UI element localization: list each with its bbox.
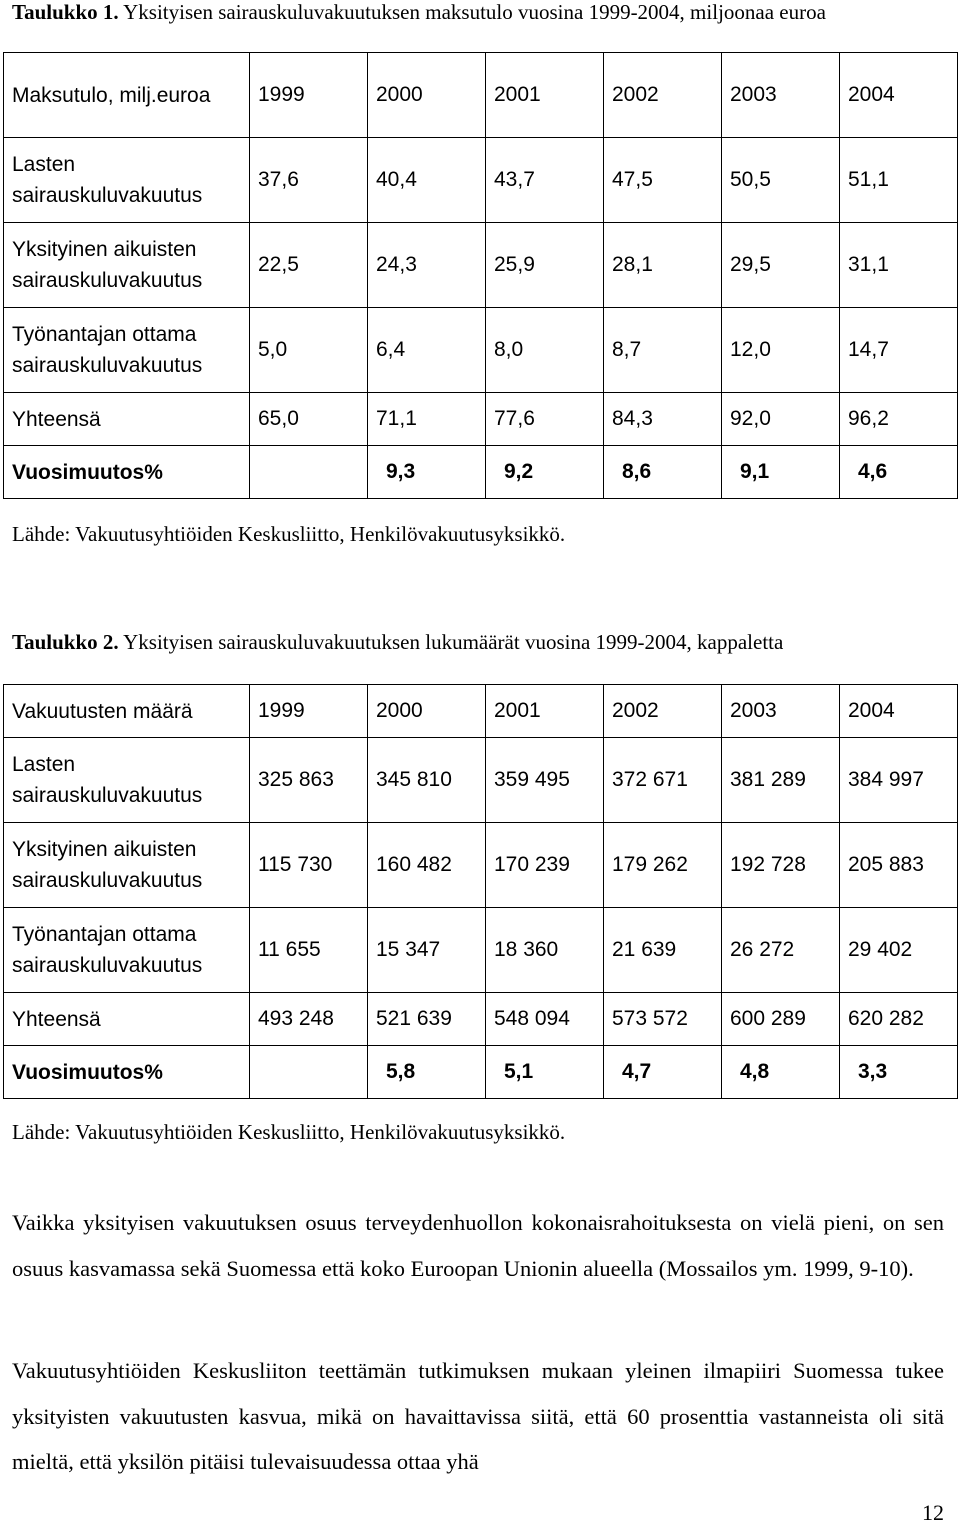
- row-label-cell: Lasten sairauskuluvakuutus: [4, 738, 250, 823]
- value-cell: 160 482: [368, 823, 486, 908]
- value-cell: 2004: [840, 685, 958, 738]
- table-row: [4, 823, 958, 908]
- value-cell: 11 655: [250, 908, 368, 993]
- value-cell: 5,0: [250, 308, 368, 393]
- table2-source: Lähde: Vakuutusyhtiöiden Keskusliitto, Henkilövakuutusyksikkö.: [12, 1120, 566, 1144]
- value-cell: 115 730: [250, 823, 368, 908]
- table-row: [4, 138, 958, 223]
- row-label-cell: Vakuutusten määrä: [4, 685, 250, 738]
- value-cell: 2001: [486, 685, 604, 738]
- value-cell: 84,3: [604, 393, 722, 446]
- value-cell: 8,7: [604, 308, 722, 393]
- row-label-cell: Yhteensä: [4, 393, 250, 446]
- value-cell: 50,5: [722, 138, 840, 223]
- value-cell: 4,8: [722, 1046, 840, 1099]
- value-cell: 384 997: [840, 738, 958, 823]
- table1-caption-text: Yksityisen sairauskuluvakuutuksen maksutulo vuosina 1999-2004, miljoonaa euroa: [118, 0, 826, 24]
- value-cell: 2004: [840, 53, 958, 138]
- row-label-cell: Työnantajan ottama sairauskuluvakuutus: [4, 908, 250, 993]
- value-cell: 170 239: [486, 823, 604, 908]
- value-cell: 179 262: [604, 823, 722, 908]
- value-cell: 9,2: [486, 446, 604, 499]
- table1-caption-label: Taulukko 1.: [12, 0, 119, 24]
- table-row: [4, 908, 958, 993]
- paragraph-2: Vakuutusyhtiöiden Keskusliiton teettämän tutkimuksen mukaan yleinen ilmapiiri Suomessa tukee yksityisten vakuutusten kasvua, mikä on havaittavissa siitä, että 60 prosenttia vastanneista oli sitä mieltä, että yksilön pitäisi tulevaisuudessa ottaa yhä: [12, 1358, 944, 1474]
- table-header-row: [4, 685, 958, 738]
- value-cell: 4,7: [604, 1046, 722, 1099]
- value-cell: 381 289: [722, 738, 840, 823]
- value-cell: 359 495: [486, 738, 604, 823]
- value-cell: 37,6: [250, 138, 368, 223]
- value-cell: 2001: [486, 53, 604, 138]
- value-cell: 9,1: [722, 446, 840, 499]
- table-row: [4, 223, 958, 308]
- value-cell: 2000: [368, 53, 486, 138]
- table-row: [4, 993, 958, 1046]
- value-cell: 71,1: [368, 393, 486, 446]
- paragraph-1: Vaikka yksityisen vakuutuksen osuus terveydenhuollon kokonaisrahoituksesta on vielä pieni, on sen osuus kasvamassa sekä Suomessa että koko Euroopan Unionin alueella (Mossailos ym. 1999, 9-10).: [12, 1210, 944, 1281]
- value-cell: 325 863: [250, 738, 368, 823]
- table1-caption: [12, 0, 826, 25]
- value-cell: [250, 1046, 368, 1099]
- value-cell: 1999: [250, 685, 368, 738]
- value-cell: 2003: [722, 53, 840, 138]
- value-cell: 5,8: [368, 1046, 486, 1099]
- value-cell: 493 248: [250, 993, 368, 1046]
- value-cell: 77,6: [486, 393, 604, 446]
- value-cell: 5,1: [486, 1046, 604, 1099]
- value-cell: 26 272: [722, 908, 840, 993]
- value-cell: 3,3: [840, 1046, 958, 1099]
- value-cell: 96,2: [840, 393, 958, 446]
- value-cell: 24,3: [368, 223, 486, 308]
- value-cell: 22,5: [250, 223, 368, 308]
- table2-caption: [12, 630, 783, 655]
- value-cell: 15 347: [368, 908, 486, 993]
- row-label-cell: Maksutulo, milj.euroa: [4, 53, 250, 138]
- value-cell: 43,7: [486, 138, 604, 223]
- value-cell: 548 094: [486, 993, 604, 1046]
- value-cell: 1999: [250, 53, 368, 138]
- value-cell: 2000: [368, 685, 486, 738]
- row-label-cell: Työnantajan ottama sairauskuluvakuutus: [4, 308, 250, 393]
- table-row: [4, 393, 958, 446]
- value-cell: 28,1: [604, 223, 722, 308]
- table-row: [4, 446, 958, 499]
- row-label-cell: Vuosimuutos%: [4, 446, 250, 499]
- value-cell: 2002: [604, 685, 722, 738]
- table-row: [4, 308, 958, 393]
- value-cell: 92,0: [722, 393, 840, 446]
- value-cell: 65,0: [250, 393, 368, 446]
- value-cell: 4,6: [840, 446, 958, 499]
- value-cell: [250, 446, 368, 499]
- row-label-cell: Vuosimuutos%: [4, 1046, 250, 1099]
- page-number: 12: [922, 1500, 944, 1525]
- table-row: [4, 1046, 958, 1099]
- value-cell: 9,3: [368, 446, 486, 499]
- value-cell: 12,0: [722, 308, 840, 393]
- value-cell: 31,1: [840, 223, 958, 308]
- value-cell: 345 810: [368, 738, 486, 823]
- value-cell: 573 572: [604, 993, 722, 1046]
- table1: [3, 52, 958, 499]
- value-cell: 6,4: [368, 308, 486, 393]
- value-cell: 2003: [722, 685, 840, 738]
- table-row: [4, 738, 958, 823]
- table2-caption-text: Yksityisen sairauskuluvakuutuksen lukumäärät vuosina 1999-2004, kappaletta: [118, 630, 784, 654]
- table-header-row: [4, 53, 958, 138]
- value-cell: 620 282: [840, 993, 958, 1046]
- value-cell: 205 883: [840, 823, 958, 908]
- value-cell: 47,5: [604, 138, 722, 223]
- value-cell: 14,7: [840, 308, 958, 393]
- value-cell: 192 728: [722, 823, 840, 908]
- row-label-cell: Yksityinen aikuisten sairauskuluvakuutus: [4, 223, 250, 308]
- value-cell: 2002: [604, 53, 722, 138]
- row-label-cell: Yksityinen aikuisten sairauskuluvakuutus: [4, 823, 250, 908]
- row-label-cell: Yhteensä: [4, 993, 250, 1046]
- value-cell: 8,6: [604, 446, 722, 499]
- value-cell: 29 402: [840, 908, 958, 993]
- row-label-cell: Lasten sairauskuluvakuutus: [4, 138, 250, 223]
- table2: [3, 684, 958, 1099]
- value-cell: 521 639: [368, 993, 486, 1046]
- table2-caption-label: Taulukko 2.: [12, 630, 119, 654]
- value-cell: 600 289: [722, 993, 840, 1046]
- value-cell: 21 639: [604, 908, 722, 993]
- value-cell: 8,0: [486, 308, 604, 393]
- value-cell: 51,1: [840, 138, 958, 223]
- table1-source: Lähde: Vakuutusyhtiöiden Keskusliitto, Henkilövakuutusyksikkö.: [12, 522, 566, 546]
- value-cell: 18 360: [486, 908, 604, 993]
- value-cell: 372 671: [604, 738, 722, 823]
- value-cell: 25,9: [486, 223, 604, 308]
- value-cell: 40,4: [368, 138, 486, 223]
- value-cell: 29,5: [722, 223, 840, 308]
